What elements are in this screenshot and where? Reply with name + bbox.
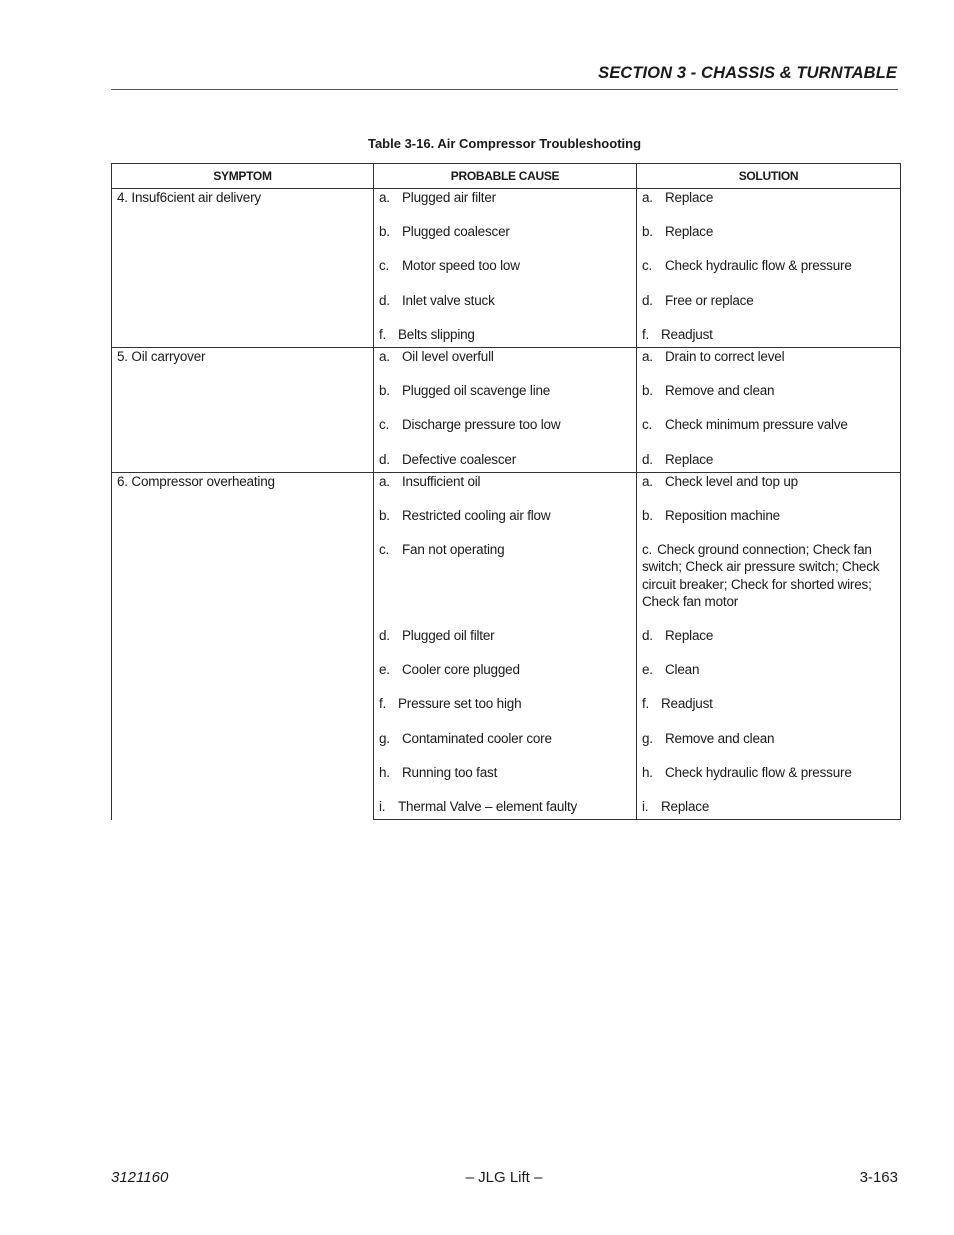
solution-item-letter: f. <box>642 696 650 712</box>
solution-cell <box>637 257 901 291</box>
cause-item-text: Cooler core plugged <box>402 662 520 678</box>
cause-item-text: Restricted cooling air flow <box>402 508 551 524</box>
solution-item-text: Replace <box>665 628 714 644</box>
symptom-cell <box>112 189 374 348</box>
probable-cause-cell <box>374 382 637 416</box>
cause-item-letter: c. <box>379 417 390 433</box>
cause-item-text: Insufficient oil <box>402 473 481 489</box>
probable-cause-cell <box>374 292 637 326</box>
cause-item-letter: c. <box>379 258 390 274</box>
cause-item-text: Plugged air filter <box>402 190 496 205</box>
probable-cause-cell <box>374 257 637 291</box>
cause-item-letter: f. <box>379 326 387 342</box>
probable-cause-cell <box>374 451 637 473</box>
solution-item-letter: b. <box>642 383 653 399</box>
cause-item-letter: a. <box>379 473 390 489</box>
troubleshooting-table-container <box>111 163 900 820</box>
cause-item-letter: b. <box>379 224 390 240</box>
solution-cell <box>637 292 901 326</box>
solution-item-letter: i. <box>642 799 649 815</box>
solution-item-letter: d. <box>642 628 653 644</box>
cause-item-letter: h. <box>379 764 390 780</box>
solution-item-text: Check hydraulic flow & pressure <box>665 258 852 274</box>
column-header-probable-cause: PROBABLE CAUSE <box>374 164 637 189</box>
cause-item-letter: d. <box>379 451 390 467</box>
cause-item-text: Belts slipping <box>398 326 475 342</box>
solution-item-text: Replace <box>665 190 714 205</box>
probable-cause-cell <box>374 764 637 798</box>
solution-item-letter: a. <box>642 349 653 365</box>
solution-cell <box>637 541 901 627</box>
solution-item-text: Readjust <box>661 326 713 342</box>
solution-item-text: Check ground connection; Check fan switch; Check air pressure switch; Check circuit breaker; Check for shorted wires; Check fan motor <box>642 542 880 609</box>
symptom-cell <box>112 472 374 819</box>
solution-cell <box>637 382 901 416</box>
probable-cause-cell <box>374 627 637 661</box>
cause-item-text: Thermal Valve – element faulty <box>398 799 578 815</box>
troubleshooting-table <box>111 163 901 820</box>
cause-item-letter: d. <box>379 628 390 644</box>
solution-cell <box>637 730 901 764</box>
table-row <box>112 348 901 383</box>
cause-item-text: Defective coalescer <box>402 451 517 467</box>
solution-cell <box>637 348 901 383</box>
solution-item-letter: a. <box>642 190 653 205</box>
solution-item-text: Replace <box>665 451 714 467</box>
footer-brand: – JLG Lift – <box>465 1169 543 1186</box>
cause-item-letter: b. <box>379 508 390 524</box>
probable-cause-cell <box>374 661 637 695</box>
page-number: 3-163 <box>859 1169 898 1186</box>
solution-item-text: Free or replace <box>665 292 754 308</box>
solution-item-text: Reposition machine <box>665 508 780 524</box>
cause-item-text: Inlet valve stuck <box>402 292 495 308</box>
solution-cell <box>637 695 901 729</box>
solution-item-letter: c. <box>642 542 653 558</box>
solution-item-letter: e. <box>642 662 653 678</box>
cause-item-text: Fan not operating <box>402 542 505 558</box>
cause-item-text: Plugged oil filter <box>402 628 495 644</box>
solution-cell <box>637 798 901 820</box>
solution-item-letter: h. <box>642 764 653 780</box>
table-header-row <box>112 164 901 189</box>
solution-item-text: Clean <box>665 662 700 678</box>
symptom-text: 5. Oil carryover <box>117 349 206 365</box>
cause-item-letter: b. <box>379 383 390 399</box>
solution-item-text: Replace <box>665 224 714 240</box>
cause-item-letter: c. <box>379 542 390 558</box>
solution-item-text: Replace <box>661 799 710 815</box>
solution-item-letter: g. <box>642 730 653 746</box>
cause-item-text: Running too fast <box>402 764 498 780</box>
solution-item-letter: b. <box>642 224 653 240</box>
probable-cause-cell <box>374 326 637 348</box>
cause-item-text: Plugged coalescer <box>402 224 510 240</box>
solution-item-text: Check level and top up <box>665 473 798 489</box>
probable-cause-cell <box>374 798 637 820</box>
probable-cause-cell <box>374 730 637 764</box>
cause-item-letter: d. <box>379 292 390 308</box>
probable-cause-cell <box>374 472 637 507</box>
solution-item-text: Readjust <box>661 696 713 712</box>
solution-item-letter: a. <box>642 473 653 489</box>
symptom-cell <box>112 348 374 473</box>
solution-cell <box>637 189 901 224</box>
solution-item-letter: d. <box>642 451 653 467</box>
cause-item-letter: a. <box>379 190 390 205</box>
probable-cause-cell <box>374 507 637 541</box>
solution-cell <box>637 223 901 257</box>
solution-item-letter: c. <box>642 417 653 433</box>
solution-item-letter: f. <box>642 326 650 342</box>
probable-cause-cell <box>374 348 637 383</box>
symptom-text: 6. Compressor overheating <box>117 473 275 489</box>
solution-cell <box>637 451 901 473</box>
cause-item-text: Discharge pressure too low <box>402 417 561 433</box>
header-divider <box>111 89 898 90</box>
cause-item-letter: e. <box>379 662 390 678</box>
table-body <box>112 189 901 820</box>
solution-item-letter: b. <box>642 508 653 524</box>
solution-item-text: Check minimum pressure valve <box>665 417 848 433</box>
column-header-symptom: SYMPTOM <box>112 164 374 189</box>
probable-cause-cell <box>374 695 637 729</box>
cause-item-text: Motor speed too low <box>402 258 520 274</box>
cause-item-text: Plugged oil scavenge line <box>402 383 551 399</box>
cause-item-letter: g. <box>379 730 390 746</box>
solution-cell <box>637 661 901 695</box>
section-title: SECTION 3 - CHASSIS & TURNTABLE <box>598 64 897 82</box>
probable-cause-cell <box>374 541 637 627</box>
cause-item-letter: i. <box>379 799 386 815</box>
probable-cause-cell <box>374 189 637 224</box>
solution-item-text: Check hydraulic flow & pressure <box>665 764 852 780</box>
cause-item-text: Contaminated cooler core <box>402 730 552 746</box>
cause-item-text: Oil level overfull <box>402 349 494 365</box>
table-row <box>112 472 901 507</box>
solution-cell <box>637 764 901 798</box>
solution-cell <box>637 326 901 348</box>
probable-cause-cell <box>374 223 637 257</box>
table-row <box>112 189 901 224</box>
solution-cell <box>637 416 901 450</box>
solution-item-letter: d. <box>642 292 653 308</box>
probable-cause-cell <box>374 416 637 450</box>
cause-item-letter: f. <box>379 696 387 712</box>
cause-item-letter: a. <box>379 349 390 365</box>
symptom-text: 4. Insuf6cient air delivery <box>117 190 261 205</box>
document-number: 3121160 <box>111 1169 169 1186</box>
table-title: Table 3-16. Air Compressor Troubleshooting <box>367 136 642 151</box>
solution-cell <box>637 627 901 661</box>
solution-item-text: Remove and clean <box>665 383 775 399</box>
solution-item-letter: c. <box>642 258 653 274</box>
solution-item-text: Drain to correct level <box>665 349 785 365</box>
column-header-solution: SOLUTION <box>637 164 901 189</box>
solution-item-text: Remove and clean <box>665 730 775 746</box>
cause-item-text: Pressure set too high <box>398 696 522 712</box>
solution-cell <box>637 472 901 507</box>
solution-cell <box>637 507 901 541</box>
